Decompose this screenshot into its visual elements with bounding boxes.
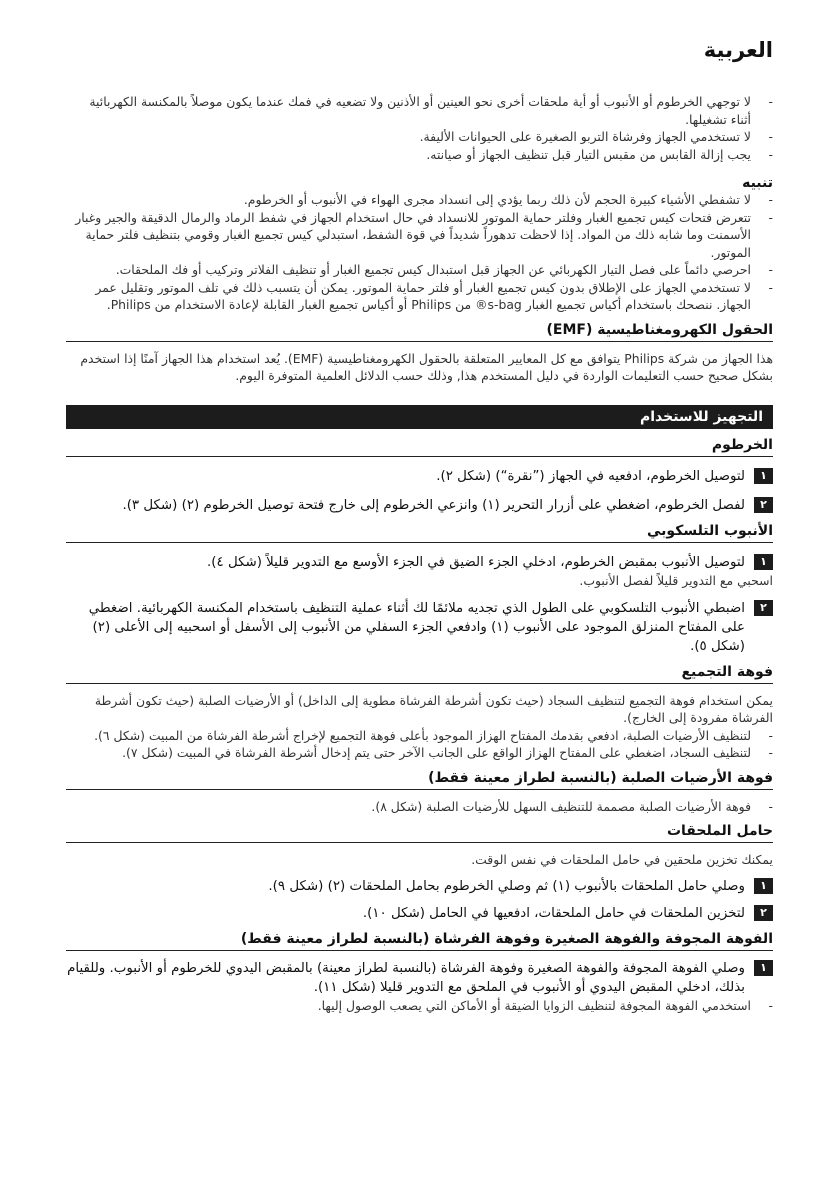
holder-text: يمكنك تخزين ملحقين في حامل الملحقات في نفس الوقت. [471, 852, 773, 867]
list-item: - لا تشفطي الأشياء كبيرة الحجم لأن ذلك ربما يؤدي إلى انسداد مجرى الهواء في الأنبوب أو الخرطوم. [243, 192, 773, 207]
step-item: ٢ لتخزين الملحقات في حامل الملحقات، ادفعيها في الحامل (شكل ١٠). [66, 904, 773, 923]
bullet-dash: - [768, 94, 773, 109]
step-item: ١ وصلي الفوهة المجوفة والفوهة الصغيرة وفوهة الفرشاة (بالنسبة لطراز معينة) بالمقبض اليدوي للخرطوم أو الأنبوب. وللقيام بذلك، ادخلي المقبض اليدوي أو الأنبوب في الملحق مع التدوير قليلا (شكل ١١). [66, 959, 773, 997]
content-column [66, 93, 773, 1014]
language-title: العربية [703, 38, 773, 62]
list-item: - لا تستخدمي الجهاز على الإطلاق بدون كيس تجميع الغبار أو فلتر حماية الموتور. يمكن أن يتسبب ذلك في تلف الموتور وتقليل عمر الجهاز. ننصحك باستخدام أكياس تجميع الغبار s-bag® من Philips أو أكياس تجميع الغبار القابلة لإعادة الاستخدام من Philips. [95, 279, 773, 312]
step-item: ١ وصلي حامل الملحقات بالأنبوب (١) ثم وصلي الخرطوم بحامل الملحقات (٢) (شكل ٩). [66, 877, 773, 896]
emf-heading: الحقول الكهرومغناطيسية (EMF) [66, 322, 773, 342]
bullet-dash: - [768, 798, 773, 814]
bullet-dash: - [768, 209, 773, 225]
step-item: ٢ اضبطي الأنبوب التلسكوبي على الطول الذي تجديه ملائمًا لك أثناء عملية التنظيف باستخدام المكنسة الكهربائية. اضغطي على المفتاح المنزلق الموجود على الأنبوب (١) وادفعي الجزء السفلي من الأنبوب إلى الأسفل أو اسحبيه إلى الأعلى (٢) (شكل ٥). [66, 599, 773, 656]
bullet-dash: - [768, 129, 773, 144]
hose-heading: الخرطوم [66, 437, 773, 457]
step-number: ١ [754, 960, 773, 976]
bullet-dash: - [768, 192, 773, 207]
hard-floor-heading: فوهة الأرضيات الصلبة (بالنسبة لطراز معينة فقط) [66, 770, 773, 790]
step-number: ٢ [754, 600, 773, 616]
bullet-dash: - [768, 279, 773, 295]
step-number: ٢ [754, 905, 773, 921]
bullet-dash: - [768, 262, 773, 277]
list-item: - احرصي دائماً على فصل التيار الكهربائي عن الجهاز قبل استبدال كيس تجميع الغبار أو تنظيف الفلاتر وتركيب أو فك الملحقات. [115, 262, 773, 277]
step-number: ١ [754, 468, 773, 484]
list-item: - فوهة الأرضيات الصلبة مصممة للتنظيف السهل للأرضيات الصلبة (شكل ٨). [371, 798, 773, 814]
step-number: ١ [754, 878, 773, 894]
step-item: ١ لتوصيل الخرطوم، ادفعيه في الجهاز (”نقرة“) (شكل ٢). [66, 467, 773, 486]
nozzle-heading: فوهة التجميع [66, 664, 773, 684]
list-item: - لتنظيف السجاد، اضغطي على المفتاح الهزاز الواقع على الجانب الآخر حتى يتم إدخال أشرطة الفرشاة في المبيت (شكل ٧). [122, 745, 773, 760]
list-item: - يجب إزالة القابس من مقبس التيار قبل تنظيف الجهاز أو صيانته. [426, 146, 773, 162]
section-bar-preparing: التجهيز للاستخدام [66, 405, 773, 429]
list-item: - استخدمي الفوهة المجوفة لتنظيف الزوايا الضيقة أو الأماكن التي يصعب الوصول إليها. [317, 997, 773, 1013]
bullet-dash: - [768, 146, 773, 162]
step-number: ٢ [754, 497, 773, 513]
holder-heading: حامل الملحقات [66, 823, 773, 843]
nozzle-text: يمكن استخدام فوهة التجميع لتنظيف السجاد (حيث تكون أشرطة الفرشاة مطوية إلى الداخل) أو الأرضيات الصلبة (حيث تكون أشرطة الفرشاة مفرودة إلى الخارج). [94, 692, 773, 725]
bullet-dash: - [768, 727, 773, 743]
step-item: ١ لتوصيل الأنبوب بمقبض الخرطوم، ادخلي الجزء الضيق في الجزء الأوسع مع التدوير قليلاً (شكل ٤). [66, 553, 773, 572]
step-number: ١ [754, 554, 773, 570]
caution-heading: تنبيه [742, 175, 773, 191]
step-item: ٢ لفصل الخرطوم، اضغطي على أزرار التحرير (١) وانزعي الخرطوم إلى خارج فتحة توصيل الخرطوم (٢) (شكل ٣). [66, 496, 773, 515]
list-item: - لا توجهي الخرطوم أو الأنبوب أو أية ملحقات أخرى نحو العينين أو الأذنين ولا تضعيه في فمك عندما يكون موصلاً بالمكنسة الكهربائية أثناء تشغيلها. [89, 94, 773, 127]
tube-note: اسحبي مع التدوير قليلاً لفصل الأنبوب. [579, 572, 773, 588]
list-item: - لتنظيف الأرضيات الصلبة، ادفعي بقدمك المفتاح الهزاز الموجود بأعلى فوهة التجميع لإخراج أشرطة الفرشاة من المبيت (شكل ٦). [94, 727, 773, 743]
tube-heading: الأنبوب التلسكوبي [66, 523, 773, 543]
list-item: - لا تستخدمي الجهاز وفرشاة التربو الصغيرة على الحيوانات الأليفة. [419, 129, 773, 144]
emf-text: هذا الجهاز من شركة Philips يتوافق مع كل المعايير المتعلقة بالحقول الكهرومغناطيسية (EMF). يُعد استخدام هذا الجهاز آمنًا إذا استخدم بشكل صحيح حسب التعليمات الواردة في دليل المستخدم هذا, وذلك حسب الدلائل العلمية المتوفرة اليوم. [80, 350, 773, 383]
crevice-heading: الفوهة المجوفة والفوهة الصغيرة وفوهة الفرشاة (بالنسبة لطراز معينة فقط) [66, 931, 773, 951]
bullet-dash: - [768, 997, 773, 1013]
bullet-dash: - [768, 745, 773, 760]
list-item: - تتعرض فتحات كيس تجميع الغبار وفلتر حماية الموتور للانسداد في حال استخدام الجهاز في شفط الرماد والرمال الدقيقة والجير وغبار الأسمنت وما شابه ذلك من المواد. إذا لاحظت تدهوراً شديداً في قوة الشفط، استبدلي كيس تجميع الغبار وقومي بتنظيف فلتر حماية الموتور. [75, 209, 773, 260]
